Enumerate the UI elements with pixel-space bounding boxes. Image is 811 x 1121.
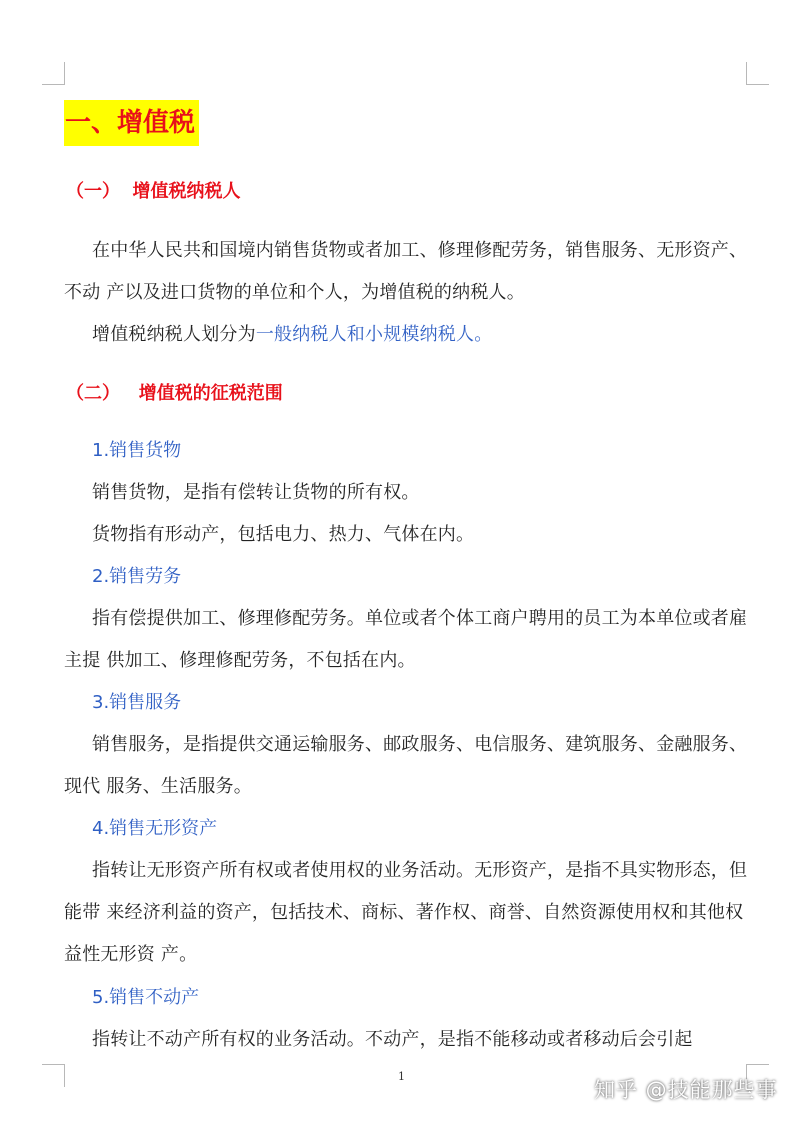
item-title-labor: 2.销售劳务 [92,566,182,587]
paragraph-labor: 指有偿提供加工、修理修配劳务。单位或者个体工商户聘用的员工为本单位或者雇主提 供加工、修理修配劳务，不包括在内。 [64,608,748,671]
watermark: 知乎 @技能那些事 [594,1078,778,1102]
item-title-goods: 1.销售货物 [92,440,182,461]
paragraph-intangibles: 指转让无形资产所有权或者使用权的业务活动。无形资产，是指不具实物形态，但能带 来经济利益的资产，包括技术、商标、著作权、商誉、自然资源使用权和其他权益性无形资 产。 [64,860,748,965]
page-corner-mark-bottom-left [42,1064,65,1087]
paragraph-taxpayer-definition: 在中华人民共和国境内销售货物或者加工、修理修配劳务，销售服务、无形资产、不动 产以及进口货物的单位和个人，为增值税的纳税人。 [64,240,748,303]
page-corner-mark-top-right [746,62,769,85]
paragraph-taxpayer-classification [64,314,749,356]
heading-vat: 一、增值税 [64,100,199,146]
classification-prefix: 增值税纳税人划分为 [92,324,256,345]
paragraph-services: 销售服务，是指提供交通运输服务、邮政服务、电信服务、建筑服务、金融服务、现代 服务、生活服务。 [64,734,748,797]
section-title-scope: （二） 增值税的征税范围 [66,383,283,404]
item-title-real-estate: 5.销售不动产 [92,987,200,1008]
paragraph-goods-definition: 销售货物，是指有偿转让货物的所有权。 [92,482,420,503]
page-corner-mark-top-left [42,62,65,85]
page-number: 1 [398,1070,405,1083]
paragraph-goods-scope: 货物指有形动产，包括电力、热力、气体在内。 [92,524,475,545]
paragraph-real-estate: 指转让不动产所有权的业务活动。不动产，是指不能移动或者移动后会引起 [92,1029,693,1050]
classification-highlight: 一般纳税人和小规模纳税人。 [255,324,493,345]
section-title-taxpayer: （一） 增值税纳税人 [66,181,241,202]
item-title-services: 3.销售服务 [92,692,182,713]
item-title-intangibles: 4.销售无形资产 [92,818,218,839]
